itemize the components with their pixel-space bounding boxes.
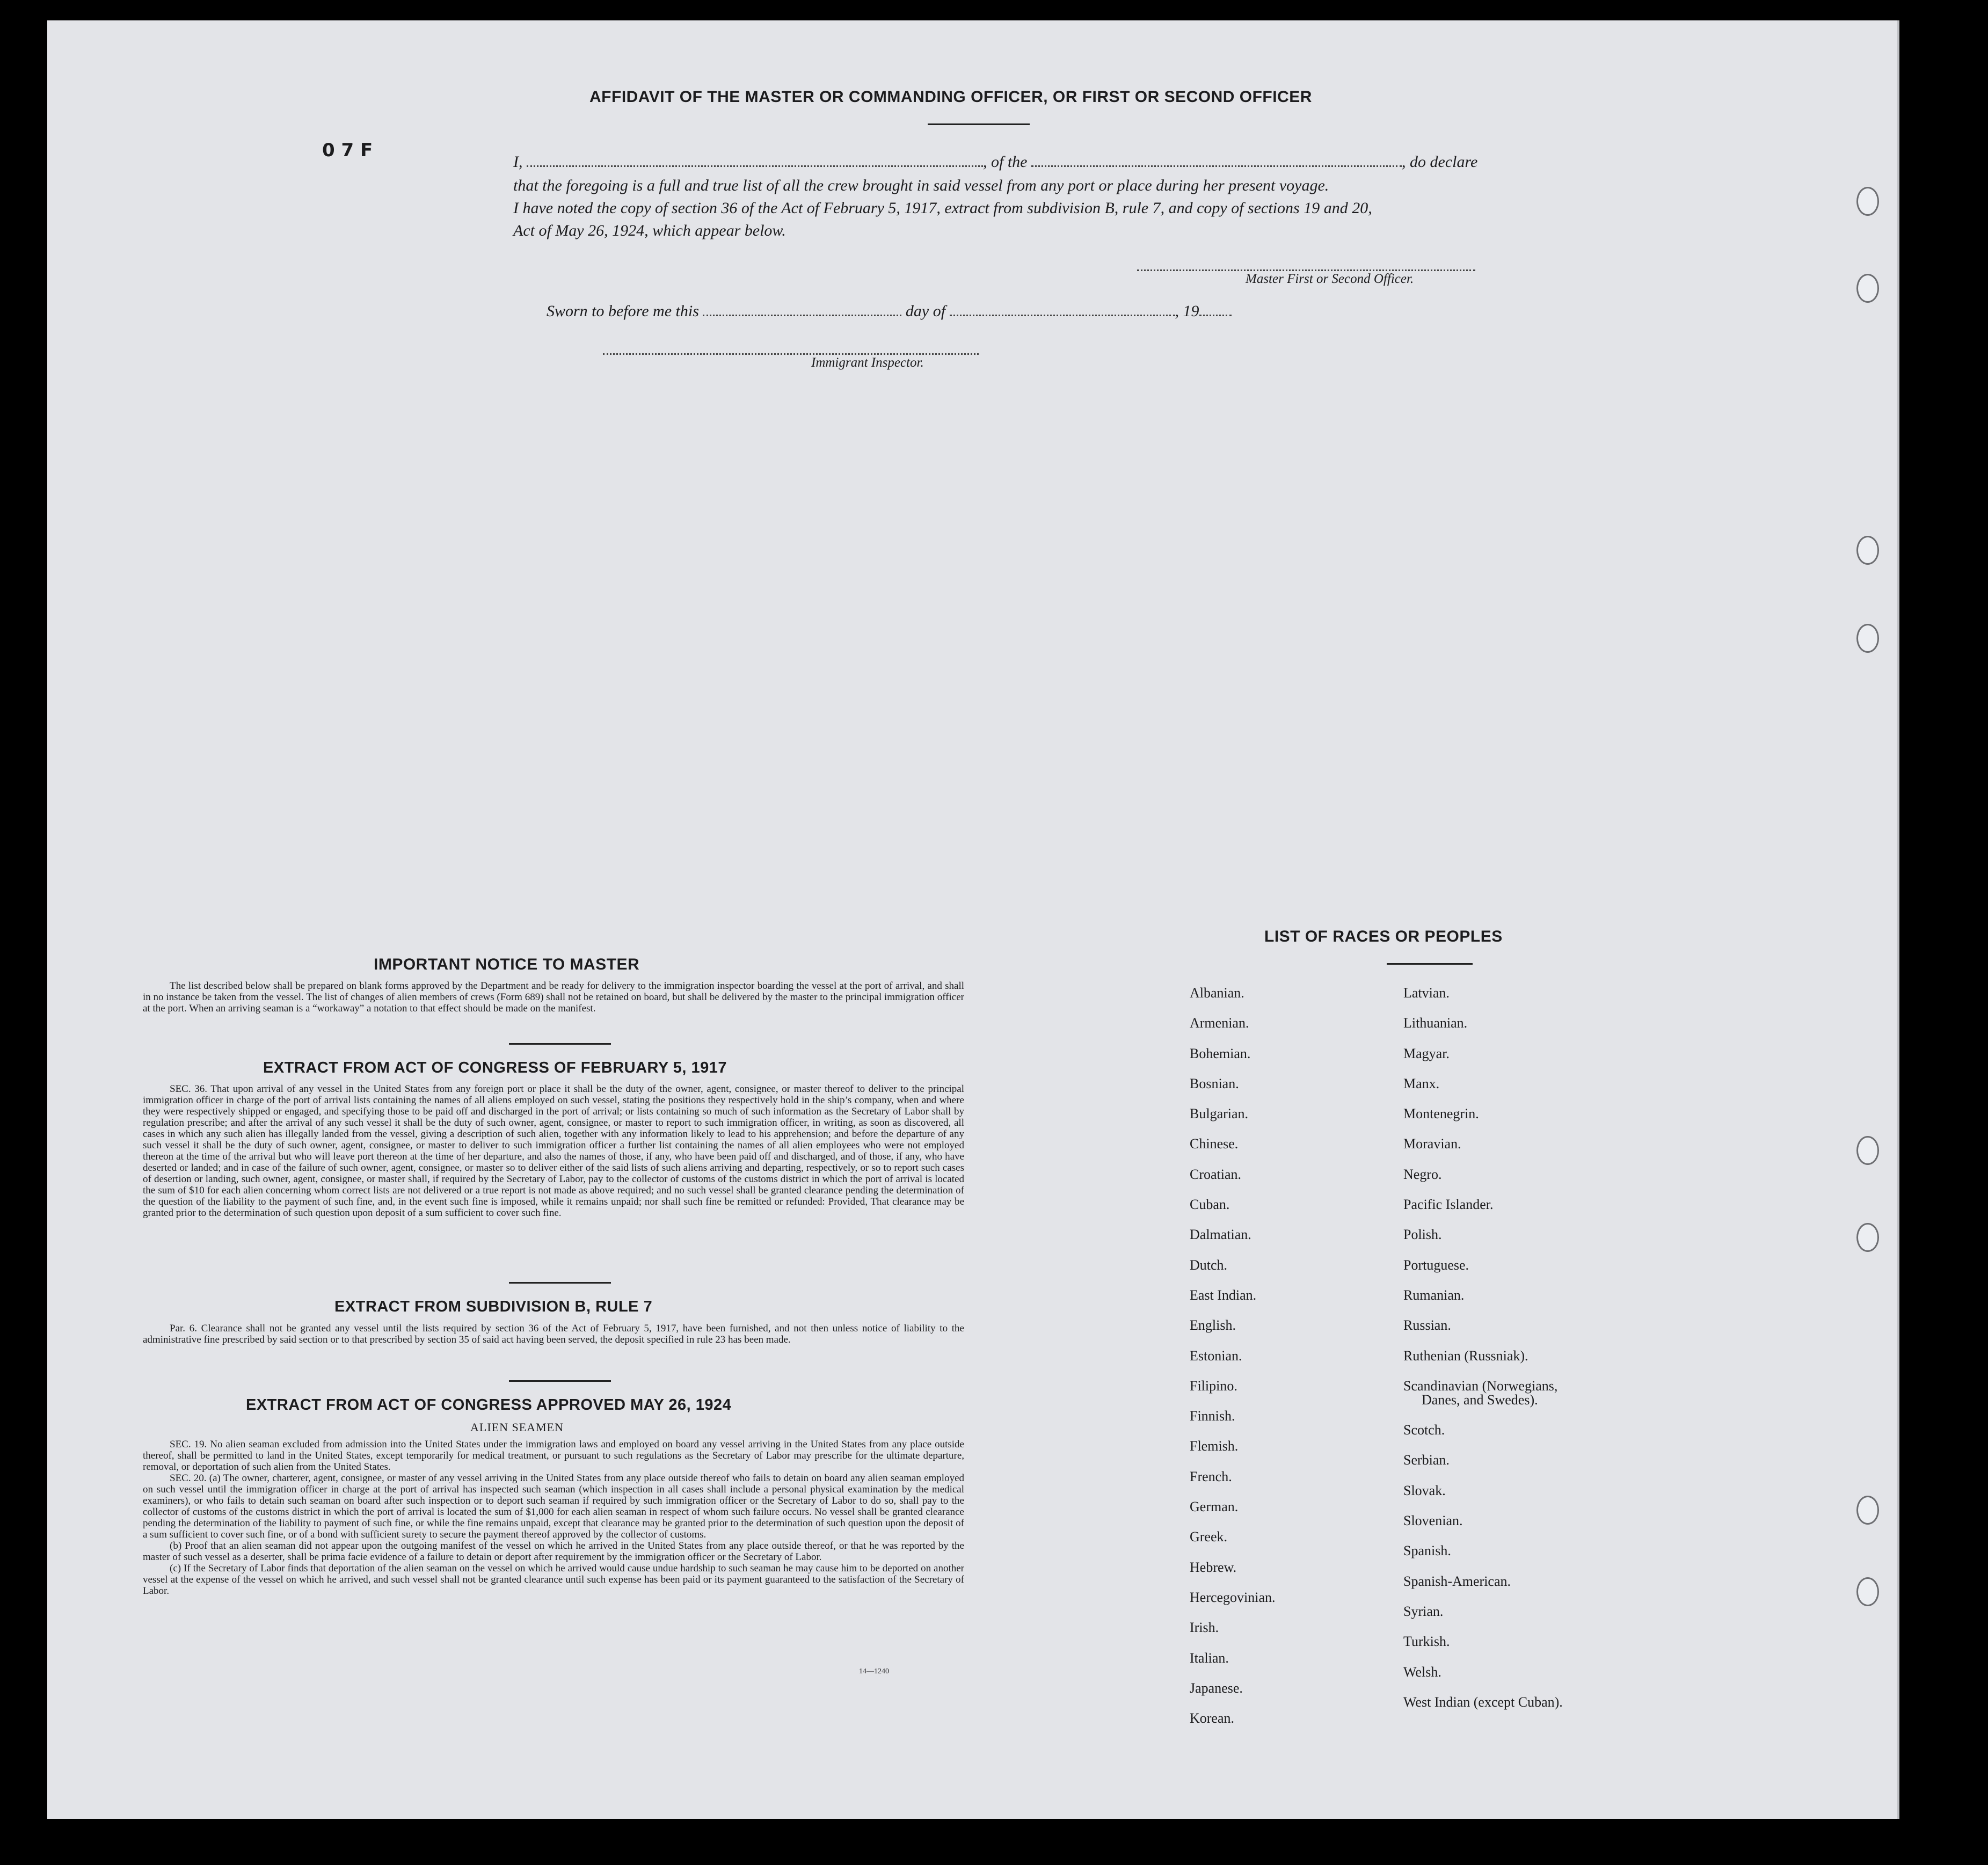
race-item: Japanese. [1190, 1680, 1243, 1696]
race-item: Italian. [1190, 1650, 1229, 1666]
race-item: Welsh. [1403, 1664, 1441, 1680]
race-item: Spanish-American. [1403, 1573, 1511, 1589]
affidavit-line-4: Act of May 26, 1924, which appear below. [513, 222, 786, 239]
sworn-year-field[interactable] [1199, 300, 1232, 316]
inspector-signature-line[interactable] [603, 353, 979, 355]
race-item: Bosnian. [1190, 1075, 1239, 1091]
inspector-signature-label: Immigrant Inspector. [811, 355, 924, 370]
race-item: Dutch. [1190, 1257, 1228, 1273]
race-item: Montenegrin. [1403, 1106, 1479, 1122]
alien-seamen-subtitle: ALIEN SEAMEN [470, 1420, 564, 1434]
race-item: Slovak. [1403, 1482, 1446, 1498]
race-item: Chinese. [1190, 1136, 1239, 1152]
rule-7-divider [509, 1380, 611, 1382]
sworn-date-field[interactable] [703, 300, 901, 316]
affidavit-line-2: that the foregoing is a full and true list of all the crew brought in said vessel from any port or place during her present voyage. [513, 177, 1329, 194]
race-item: Rumanian. [1403, 1287, 1465, 1303]
notice-divider [509, 1043, 611, 1045]
year-label: , 19 [1175, 302, 1199, 320]
race-item: Korean. [1190, 1710, 1235, 1726]
punch-hole [1856, 187, 1879, 216]
section-20c-body: (c) If the Secretary of Labor finds that deportation of the alien seaman on the vessel on which he arrived would cause undue hardship to such seaman he may cause him to be deported on another vessel at the expense of the vessel on which he arrived, and such vessel shall not be granted clearance until such expense has been paid or its payment guaranteed to the satisfaction of the Secretary of Labor. [143, 1563, 964, 1597]
race-item: Latvian. [1403, 985, 1450, 1001]
notice-title: IMPORTANT NOTICE TO MASTER [374, 956, 640, 973]
extract-1917-title: EXTRACT FROM ACT OF CONGRESS OF FEBRUARY 5, 1917 [263, 1059, 727, 1076]
race-item: Estonian. [1190, 1347, 1242, 1364]
race-item: Cuban. [1190, 1197, 1230, 1213]
punch-hole [1856, 1223, 1879, 1252]
punch-hole [1856, 1577, 1879, 1606]
race-item: French. [1190, 1468, 1232, 1484]
affidavit-do-declare-label: , do declare [1402, 153, 1478, 171]
punch-hole [1856, 274, 1879, 303]
race-item: Negro. [1403, 1166, 1442, 1182]
master-signature-line[interactable] [1137, 269, 1475, 271]
sworn-month-field[interactable] [950, 300, 1175, 316]
race-item: Croatian. [1190, 1166, 1242, 1182]
race-item: Turkish. [1403, 1634, 1450, 1650]
race-item: German. [1190, 1499, 1239, 1515]
section-19-body: SEC. 19. No alien seaman excluded from admission into the United States under the immigration laws and employed on board any vessel arriving in the United States from any place outside thereof, shall be permitted to land in the United States, except temporarily for medical treatment, or pursuant to such regulations as the Secretary of Labor may prescribe for the ultimate departure, removal, or deportation of such alien from the United States. [143, 1439, 964, 1473]
race-item: Albanian. [1190, 985, 1244, 1001]
affidavit-title: AFFIDAVIT OF THE MASTER OR COMMANDING OFFICER, OR FIRST OR SECOND OFFICER [589, 88, 1312, 106]
section-36-body: SEC. 36. That upon arrival of any vessel in the United States from any foreign port or place it shall be the duty of the owner, agent, consignee, or master thereof to deliver to the principal immigration officer in charge of the port of arrival lists containing the names of all aliens employed on such vessel, stating the positions they respectively hold in the ship’s company, when and where they were respectively shipped or engaged, and specifying those to be paid off and discharged in the port of arrival; or lists containing so much of such information as the Secretary of Labor shall by regulation prescribe; and after the arrival of any such vessel it shall be the duty of such owner, agent, consignee, or master to report to such immigration officer, in writing, as soon as discovered, all cases in which any such alien has illegally landed from the vessel, giving a description of such alien, together with any information likely to lead to his apprehension; and before the departure of any such vessel it shall be the duty of such owner, agent, consignee, or master to deliver to such immigration officer a further list containing the names of all alien employees who were not employed thereon at the time of the arrival but who will leave port thereon at the time of her departure, and also the names of those, if any, who have been paid off and discharged, and of those, if any, who have deserted or landed; and in case of the failure of such owner, agent, consignee, or master so to deliver either of the said lists of such aliens arriving and departing, respectively, or so to report such cases of desertion or landing, such owner, agent, consignee, or master shall, if required by the Secretary of Labor, pay to the collector of customs of the customs district in which the port of arrival is located the sum of $10 for each alien concerning whom correct lists are not delivered or a true report is not made as above required; and no such vessel shall be granted clearance pending the determination of the question of the liability to the payment of such fine, and, in the event such fine is imposed, while it remains unpaid; nor shall such fine be remitted or refunded: Provided, That clearance may be granted prior to the determination of such question upon deposit of a sum sufficient to cover such fine. [143, 1083, 964, 1219]
punch-hole [1856, 1136, 1879, 1165]
races-divider [1387, 963, 1473, 965]
section-20b-body: (b) Proof that an alien seaman did not appear upon the outgoing manifest of the vessel on which he arrived in the United States from any place outside thereof, or that he was reported by the master of such vessel as a deserter, shall be prima facie evidence of a failure to detain or deport after requirement by the immigration officer or the Secretary of Labor. [143, 1540, 964, 1563]
affidavit-declaration-line [513, 150, 1477, 174]
races-left-column [1190, 978, 1276, 1733]
punch-hole [1856, 536, 1879, 565]
notice-body: The list described below shall be prepared on blank forms approved by the Department and be ready for delivery to the immigration inspector boarding the vessel at the port of arrival, and shall in no instance be taken from the vessel. The list of changes of alien members of crews (Form 689) shall not be retained on board, but shall be delivered by the master to the principal immigration officer at the port. When an arriving seaman is a “workaway” a notation to that effect should be made on the manifest. [143, 980, 964, 1014]
notice-text [143, 980, 964, 1014]
race-item: Flemish. [1190, 1438, 1239, 1454]
punch-hole [1856, 624, 1879, 653]
race-item: Slovenian. [1403, 1513, 1463, 1529]
race-item: Ruthenian (Russniak). [1403, 1347, 1528, 1364]
race-item: Scandinavian (Norwegians, [1403, 1378, 1558, 1394]
race-item: Moravian. [1403, 1136, 1461, 1152]
race-item: Russian. [1403, 1317, 1451, 1334]
punch-hole [1856, 1496, 1879, 1525]
extract-1924-text [143, 1439, 964, 1597]
races-right-column [1403, 978, 1563, 1717]
extract-1917-text [143, 1083, 964, 1219]
sworn-line [547, 300, 1232, 323]
race-item: Serbian. [1403, 1452, 1450, 1468]
extract-1917-divider [509, 1282, 611, 1284]
affidavit-i-label: I, [513, 153, 523, 171]
affidavit-line-3: I have noted the copy of section 36 of the Act of February 5, 1917, extract from subdivision B, rule 7, and copy of sections 19 and 20, [513, 199, 1372, 217]
race-item: Bohemian. [1190, 1045, 1251, 1061]
section-20a-body: SEC. 20. (a) The owner, charterer, agent, consignee, or master of any vessel arriving in the United States from any place outside thereof who fails to detain on board any alien seaman employed on such vessel until the immigration officer in charge at the port of arrival has inspected such seaman (which inspection in all cases shall include a personal physical examination by the medical examiners), or who fails to detain such seaman on board after such inspection or to deport such seaman if required by such immigration officer or the Secretary of Labor to do so, shall pay to the collector of customs of the customs district in which the port of arrival is located the sum of $1,000 for each alien seaman in respect of whom such failure occurs. No vessel shall be granted clearance pending the determination of the liability to payment of such fine, or while the fine remains unpaid, except that clearance may be granted prior to the determination of such question upon the deposit of a sum sufficient to cover such fine, or of a bond with sufficient surety to secure the payment thereof approved by the collector of customs. [143, 1473, 964, 1540]
vessel-name-field[interactable] [1031, 150, 1402, 167]
races-title: LIST OF RACES OR PEOPLES [1264, 928, 1503, 945]
race-item: Hebrew. [1190, 1559, 1237, 1575]
sworn-label: Sworn to before me this [547, 302, 699, 320]
extract-1924-title: EXTRACT FROM ACT OF CONGRESS APPROVED MAY 26, 1924 [246, 1396, 732, 1414]
master-signature-label: Master First or Second Officer. [1246, 272, 1414, 286]
race-item: East Indian. [1190, 1287, 1257, 1303]
margin-stamp-mark: 0 7 F [322, 140, 373, 161]
day-of-label: day of [905, 302, 946, 320]
race-item: Greek. [1190, 1529, 1228, 1545]
rule-7-text [143, 1323, 964, 1345]
race-item: Lithuanian. [1403, 1015, 1468, 1031]
race-item: Hercegovinian. [1190, 1589, 1276, 1605]
race-item: Spanish. [1403, 1543, 1451, 1559]
affidavit-of-the-label: , of the [983, 153, 1028, 171]
affidavit-divider [928, 123, 1030, 125]
race-item: Polish. [1403, 1227, 1442, 1243]
race-item: Armenian. [1190, 1015, 1249, 1031]
race-item: Magyar. [1403, 1045, 1450, 1061]
race-item: Manx. [1403, 1075, 1440, 1091]
race-item: Filipino. [1190, 1378, 1237, 1394]
master-name-field[interactable] [527, 150, 983, 167]
race-item: Pacific Islander. [1403, 1197, 1494, 1213]
race-item: West Indian (except Cuban). [1403, 1694, 1563, 1710]
document-page [47, 20, 1899, 1819]
race-item: Scotch. [1403, 1422, 1445, 1438]
race-item: Syrian. [1403, 1603, 1444, 1619]
race-item: English. [1190, 1317, 1236, 1334]
race-item: Portuguese. [1403, 1257, 1469, 1273]
race-item: Finnish. [1190, 1408, 1235, 1424]
race-item: Danes, and Swedes). [1422, 1392, 1538, 1408]
race-item: Bulgarian. [1190, 1106, 1249, 1122]
race-item: Dalmatian. [1190, 1227, 1251, 1243]
form-number: 14—1240 [859, 1667, 889, 1675]
rule-7-title: EXTRACT FROM SUBDIVISION B, RULE 7 [334, 1298, 653, 1315]
rule-7-body: Par. 6. Clearance shall not be granted any vessel until the lists required by section 36 of the Act of February 5, 1917, have been furnished, and not then unless notice of liability to the administrative fine prescribed by said section or to that prescribed by section 35 of said act having been served, the deposit specified in rule 23 has been made. [143, 1323, 964, 1345]
race-item: Irish. [1190, 1620, 1219, 1636]
